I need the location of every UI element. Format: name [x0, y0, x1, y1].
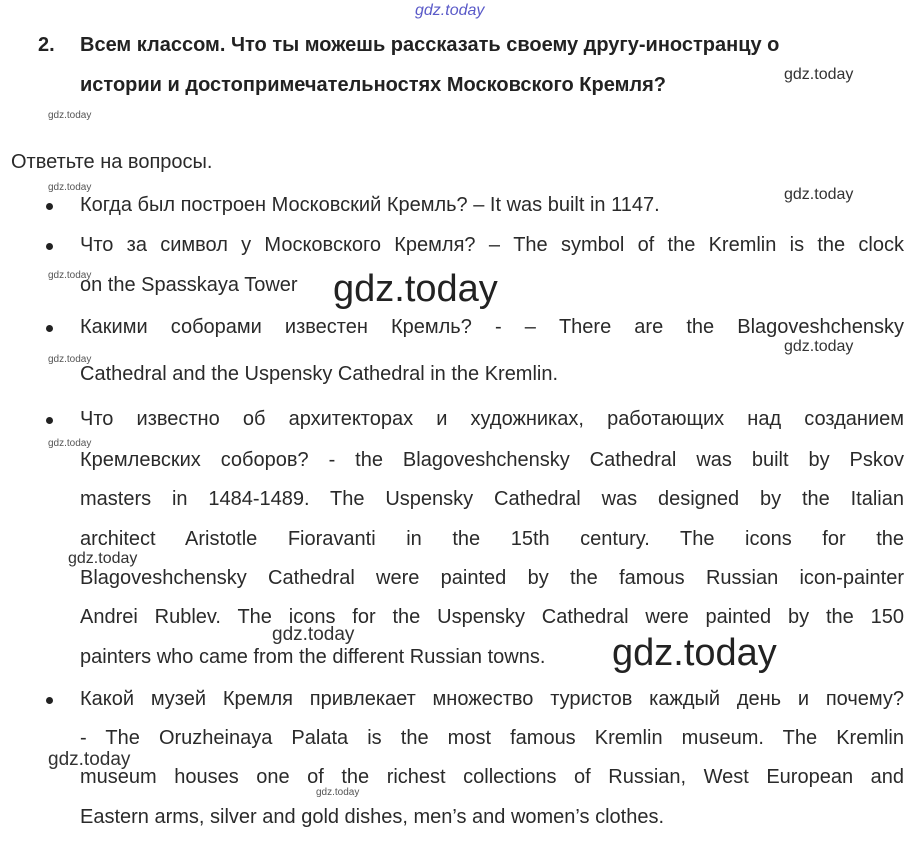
answer-line: Cathedral and the Uspensky Cathedral in the Kremlin.: [80, 363, 559, 385]
answer-line: Когда был построен Московский Кремль? – It was built in 1147.: [80, 194, 660, 216]
answer-line: Andrei Rublev. The icons for the Uspensky Cathedral were painted by the 150: [80, 606, 904, 628]
watermark: gdz.today: [784, 186, 854, 203]
watermark: gdz.today: [316, 787, 360, 798]
answer-line: museum houses one of the richest collections of Russian, West European and: [80, 766, 904, 788]
task-title-line: Всем классом. Что ты можешь рассказать своему другу-иностранцу о: [80, 34, 780, 56]
answer-line: masters in 1484-1489. The Uspensky Cathedral was designed by the Italian: [80, 488, 904, 510]
watermark: gdz.today: [784, 338, 854, 355]
answer-line: Что известно об архитекторах и художниках, работающих над созданием: [80, 408, 904, 430]
answer-line: Какими соборами известен Кремль? - – There are the Blagoveshchensky: [80, 316, 904, 338]
bullet-marker: [46, 243, 53, 250]
answer-line: architect Aristotle Fioravanti in the 15th century. The icons for the: [80, 528, 904, 550]
watermark: gdz.today: [48, 354, 92, 365]
watermark: gdz.today: [333, 268, 498, 310]
task-title-line: истории и достопримечательностях Московского Кремля?: [80, 74, 666, 96]
answer-line: Какой музей Кремля привлекает множество туристов каждый день и почему?: [80, 688, 904, 710]
answer-line: Что за символ у Московского Кремля? – The symbol of the Kremlin is the clock: [80, 234, 904, 256]
watermark: gdz.today: [272, 624, 355, 645]
watermark: gdz.today: [68, 550, 138, 567]
watermark: gdz.today: [48, 270, 92, 281]
watermark: gdz.today: [612, 632, 777, 674]
answer-line: painters who came from the different Russian towns.: [80, 646, 546, 668]
watermark: gdz.today: [48, 182, 92, 193]
answer-line: Blagoveshchensky Cathedral were painted by the famous Russian icon-painter: [80, 567, 904, 589]
watermark: gdz.today: [48, 749, 131, 770]
instruction: Ответьте на вопросы.: [11, 151, 213, 173]
answer-line: Кремлевских соборов? - the Blagoveshchensky Cathedral was built by Pskov: [80, 449, 904, 471]
watermark: gdz.today: [48, 110, 92, 121]
watermark: gdz.today: [48, 438, 92, 449]
task-number: 2.: [38, 34, 55, 56]
bullet-marker: [46, 697, 53, 704]
watermark: gdz.today: [415, 2, 485, 19]
answer-line: Eastern arms, silver and gold dishes, men’s and women’s clothes.: [80, 806, 664, 828]
bullet-marker: [46, 203, 53, 210]
watermark: gdz.today: [784, 66, 854, 83]
bullet-marker: [46, 325, 53, 332]
answer-line: on the Spasskaya Tower: [80, 274, 298, 296]
answer-line: - The Oruzheinaya Palata is the most famous Kremlin museum. The Kremlin: [80, 727, 904, 749]
bullet-marker: [46, 417, 53, 424]
